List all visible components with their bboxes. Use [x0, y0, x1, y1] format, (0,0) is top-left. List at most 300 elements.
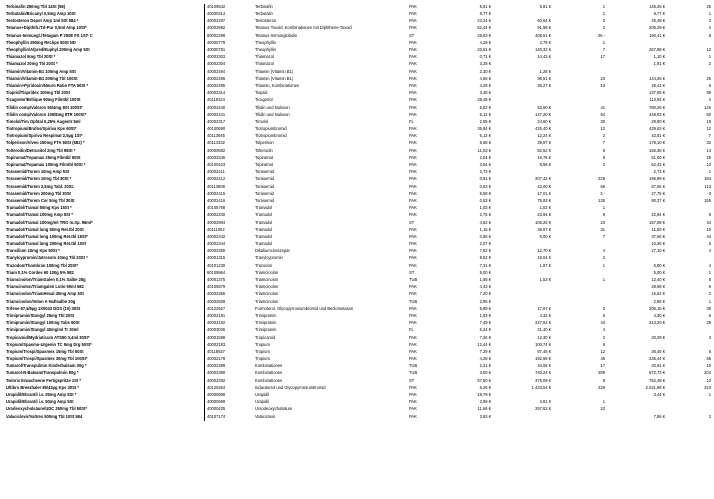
cell-quantity: 12	[600, 348, 605, 354]
table-row	[4, 169, 713, 176]
cell-pzn: 40000781	[207, 47, 226, 53]
cell-ingredient: Triamcinolon	[255, 284, 279, 290]
cell-price-2: 1,28 €	[539, 68, 551, 74]
cell-product-name: Thiamin+Pyridoxin/Neuro Ratio FTA 50St *	[4, 83, 205, 90]
cell-price-3: 37,66 €	[651, 233, 665, 239]
cell-pzn: 40002495	[207, 75, 226, 81]
cell-pzn: 40002178	[207, 356, 226, 362]
cell-price-1: 2,95 €	[479, 298, 491, 304]
cell-price-3: 2.021,98 €	[645, 384, 665, 390]
cell-price-2: 425,40 €	[535, 126, 551, 132]
cell-price-1: 0,53 €	[479, 197, 491, 203]
table-row	[4, 313, 713, 320]
cell-form: PAK	[409, 348, 417, 354]
cell-price-3	[607, 399, 667, 406]
cell-product-name: Tumarol/Transpulmin Kinderbalsam 30g *	[4, 363, 205, 370]
cell-quantity: 3	[602, 305, 605, 311]
cell-ingredient: Kombinationen	[255, 377, 283, 383]
cell-price-3: 190,41 €	[649, 32, 665, 38]
cell-product-name: Tetanus-Immungl./Tetagam P 250E FS 1St* C	[4, 33, 205, 40]
cell-price-1: 5,81 €	[479, 3, 491, 9]
cell-pzn: 40118927	[207, 348, 225, 354]
cell-form: PAK	[409, 241, 417, 247]
table-row	[4, 292, 713, 299]
cell-price-2: 14,43 €	[537, 54, 551, 60]
cell-form: FL	[409, 327, 414, 333]
cell-form: PAK	[409, 190, 417, 196]
drug-price-table	[4, 4, 714, 421]
cell-ingredient: Thiamin, Kombinationen	[255, 82, 300, 88]
cell-pzn: 40002183	[207, 341, 226, 347]
cell-form: TUB	[409, 370, 418, 376]
cell-price-2: 5,81 €	[539, 3, 551, 9]
cell-form: PAK	[409, 169, 417, 175]
table-row	[4, 112, 713, 119]
cell-price-1: 7,29 €	[479, 348, 491, 354]
cell-ingredient: Timolol	[255, 118, 269, 124]
table-row	[4, 69, 713, 76]
table-row	[4, 105, 713, 112]
cell-product-name: Tumarol-N-Balsam/Transpulmin 50g *	[4, 371, 205, 378]
cell-count: 19	[706, 118, 711, 124]
cell-price-1: 2,04 €	[479, 154, 491, 160]
cell-quantity: 1	[602, 11, 605, 17]
cell-price-3: 67,56 €	[651, 183, 665, 189]
cell-price-1: 5,00 €	[479, 269, 491, 275]
cell-price-3: 235,44 €	[649, 356, 665, 362]
cell-price-2: 12,24 €	[537, 133, 551, 139]
cell-pzn: 40002191	[207, 312, 226, 318]
cell-count: 323	[704, 384, 711, 390]
table-row	[4, 363, 713, 370]
cell-price-1: 52,44 €	[477, 25, 491, 31]
cell-pzn: 40000582	[207, 147, 226, 153]
cell-quantity	[553, 292, 607, 299]
table-row	[4, 320, 713, 327]
table-row	[4, 162, 713, 169]
cell-product-name: Triamcinolon/TriamGalen 0,1% Salbe 25g	[4, 277, 205, 284]
cell-ingredient: Theophyllin	[255, 39, 276, 45]
cell-count: 59	[706, 90, 711, 96]
cell-form: PAK	[409, 413, 417, 419]
cell-form: PAK	[409, 133, 417, 139]
cell-ingredient: Torasemid	[255, 183, 274, 189]
cell-form: PAK	[409, 97, 417, 103]
cell-pzn: 40002304	[207, 61, 226, 67]
cell-form: PAK	[409, 399, 417, 405]
cell-form: PAK	[409, 18, 417, 24]
cell-quantity: 10	[600, 82, 605, 88]
cell-count: 25	[706, 154, 711, 160]
cell-product-name: Terbutalin/Bricanyl 0,5mg Amp 10St	[4, 11, 205, 18]
cell-form: PAK	[409, 3, 417, 9]
table-row	[4, 11, 713, 18]
cell-pzn: 40002441	[207, 111, 226, 117]
cell-form: TUB	[409, 363, 418, 369]
table-row	[4, 385, 713, 392]
cell-quantity	[553, 90, 607, 97]
cell-ingredient: Urapidil	[255, 399, 269, 405]
cell-price-3: 20,29 €	[651, 334, 665, 340]
cell-count: 2	[708, 61, 711, 67]
cell-ingredient: Torasemid	[255, 176, 274, 182]
cell-price-1: 6,26 €	[479, 384, 491, 390]
cell-pzn: 40000314	[207, 11, 226, 17]
table-row	[4, 335, 713, 342]
cell-ingredient: Tramadol	[255, 205, 273, 211]
cell-product-name: Theophyllin/Afpred/Euphyl.200mg Amp 5St	[4, 47, 205, 54]
cell-price-3: 16,52 €	[651, 291, 665, 297]
cell-count: 1	[708, 169, 711, 175]
cell-price-2: 147,20 €	[535, 111, 551, 117]
cell-form: PAK	[409, 248, 417, 254]
cell-pzn: 40001315	[207, 255, 226, 261]
cell-price-3: 179,10 €	[649, 140, 665, 146]
cell-quantity: 2	[602, 334, 605, 340]
cell-price-1: 5,68 €	[479, 140, 491, 146]
cell-product-name: Thiamazol 5mg Tbl 20St *	[4, 54, 205, 61]
cell-count: 14	[706, 147, 711, 153]
cell-quantity: 12	[600, 126, 605, 132]
cell-pzn: 40002344	[207, 241, 226, 247]
cell-quantity	[553, 62, 607, 69]
cell-price-2: 740,24 €	[535, 370, 551, 376]
cell-pzn: 40105768	[207, 205, 226, 211]
table-row	[4, 342, 713, 349]
cell-ingredient: Tilidin und Naloxon	[255, 104, 290, 110]
cell-pzn: 40002303	[207, 54, 226, 60]
cell-price-3: 22,94 €	[651, 212, 665, 218]
cell-product-name: Tramadol/Tramal 100mg Amp 5St *	[4, 212, 205, 219]
cell-form: PAK	[409, 25, 417, 31]
cell-product-name: Trifene 87,5/5µg 1X0043 DOS (10) 30St	[4, 306, 205, 313]
cell-product-name: Tramadol/Tramal long 100mg Ret.tbl 15St*	[4, 234, 205, 241]
cell-count: 1	[708, 54, 711, 60]
cell-ingredient: Thiamin (Vitamin B1)	[255, 68, 294, 74]
cell-pzn: 40002366	[207, 291, 226, 297]
cell-ingredient: Terbinafin	[255, 3, 273, 9]
cell-count: 26	[706, 75, 711, 81]
cell-product-name: Tramadol/Tramal long 200mg Ret.tbl 10St	[4, 241, 205, 248]
cell-form: PAK	[409, 197, 417, 203]
cell-count: 4	[708, 97, 711, 103]
cell-ingredient: Tropicamid	[255, 334, 276, 340]
cell-price-2	[493, 62, 553, 69]
cell-price-1: 23,61 €	[477, 47, 491, 53]
table-row	[4, 126, 713, 133]
cell-form: ST	[409, 32, 415, 38]
cell-quantity: 17	[600, 363, 605, 369]
cell-price-3: 429,63 €	[649, 126, 665, 132]
cell-price-3: 157,08 €	[649, 219, 665, 225]
cell-quantity: 2	[602, 133, 605, 139]
cell-price-1: 2,05 €	[479, 118, 491, 124]
cell-ingredient: Tiaprid	[255, 90, 268, 96]
cell-form: TUB	[409, 277, 418, 283]
cell-form: PAK	[409, 226, 417, 232]
cell-price-1: 7,49 €	[479, 320, 491, 326]
cell-ingredient: Torasemid	[255, 190, 274, 196]
cell-price-1: 5,89 €	[479, 305, 491, 311]
cell-count: 4	[708, 25, 711, 31]
cell-count: 10	[706, 363, 711, 369]
cell-ingredient: Tilidin und Naloxon	[255, 111, 290, 117]
cell-price-3: 4,30 €	[653, 312, 665, 318]
cell-price-3: 6,80 €	[653, 262, 665, 268]
table-row	[4, 90, 713, 97]
table-row	[4, 26, 713, 33]
cell-price-3: 20,91 €	[651, 363, 665, 369]
cell-count: 25	[706, 3, 711, 9]
table-row	[4, 327, 713, 334]
cell-quantity: 1	[602, 205, 605, 211]
cell-price-3: 8,77 €	[653, 11, 665, 17]
cell-product-name: Tiaprid/Tiapridex 100mg Tbl 20St	[4, 90, 205, 97]
cell-price-1: 12,44 €	[477, 341, 491, 347]
cell-price-2: 17,67 €	[537, 305, 551, 311]
cell-price-2: 75,93 €	[537, 197, 551, 203]
cell-form: PAK	[409, 82, 417, 88]
cell-count: 8	[708, 32, 711, 38]
cell-ingredient: Tramadol	[255, 241, 273, 247]
cell-price-1: 8,68 €	[479, 190, 491, 196]
cell-quantity: 1	[602, 277, 605, 283]
cell-price-3: 448,93 €	[649, 111, 665, 117]
cell-count: 12	[706, 126, 711, 132]
cell-price-1: 1,03 €	[479, 205, 491, 211]
cell-quantity: 1	[602, 262, 605, 268]
cell-price-1: 6,12 €	[479, 111, 491, 117]
cell-quantity: 229	[598, 176, 605, 182]
cell-ingredient: Tramadol	[255, 226, 273, 232]
cell-ingredient: Trimipramin	[255, 320, 277, 326]
cell-ingredient: Triamcinolon	[255, 269, 279, 275]
table-row	[4, 306, 713, 313]
cell-count	[667, 256, 713, 263]
cell-price-3	[607, 407, 667, 414]
table-row	[4, 256, 713, 263]
cell-price-3: 42,81 €	[651, 133, 665, 139]
cell-product-name: Tramadol/Tramal long 50mg Ret.tbl 20St	[4, 227, 205, 234]
cell-price-3: 267,88 €	[649, 47, 665, 53]
table-row	[4, 62, 713, 69]
cell-product-name: Thiamin/Vitamin-B1 100mg Amp 5St	[4, 69, 205, 76]
cell-ingredient: Kombinationen	[255, 363, 283, 369]
cell-price-1: 7,26 €	[479, 334, 491, 340]
table-row	[4, 198, 713, 205]
table-row	[4, 40, 713, 47]
cell-form: PAK	[409, 47, 417, 53]
cell-product-name: Tranxilium 10mg Kps 50St *	[4, 248, 205, 255]
cell-ingredient: Tranylcypromin	[255, 255, 283, 261]
cell-product-name: Torasemid/Torem 10mg Tbl 30St *	[4, 177, 205, 184]
cell-ingredient: Tiotropiumbromid	[255, 126, 287, 132]
table-row	[4, 47, 713, 54]
cell-ingredient: Tolterodin	[255, 147, 273, 153]
cell-count: 1	[708, 11, 711, 17]
cell-price-1: 9,52 €	[479, 255, 491, 261]
cell-price-3: 5,00 €	[653, 269, 665, 275]
table-row	[4, 83, 713, 90]
cell-pzn: 40000698	[207, 392, 226, 398]
cell-price-1: 2,30 €	[479, 68, 491, 74]
cell-quantity	[553, 299, 607, 306]
cell-ingredient: Formoterol, Glycopyrroniumbromid und Beclometason	[255, 305, 354, 311]
cell-quantity: 3	[602, 18, 605, 24]
cell-price-2	[493, 414, 553, 421]
cell-product-name: Tramadol/Tramal 50mg Kps 15St *	[4, 205, 205, 212]
cell-price-3: 11,50 €	[651, 226, 665, 232]
cell-price-2: 1.433,54 €	[531, 384, 551, 390]
cell-price-1: 0,53 €	[479, 183, 491, 189]
cell-count: 29	[706, 320, 711, 326]
cell-quantity: 229	[598, 384, 605, 390]
cell-ingredient: Kombinationen	[255, 370, 283, 376]
cell-quantity: 23	[600, 75, 605, 81]
table-row	[4, 241, 713, 248]
cell-pzn: 40106879	[207, 284, 226, 290]
cell-price-2: 192,68 €	[535, 356, 551, 362]
cell-pzn: 40100690	[207, 126, 226, 132]
cell-form: PAK	[409, 54, 417, 60]
table-row	[4, 234, 713, 241]
cell-price-3: 10,35 €	[651, 241, 665, 247]
table-row	[4, 33, 713, 40]
cell-ingredient: Tropium	[255, 356, 270, 362]
cell-price-3: 213,20 €	[649, 320, 665, 326]
cell-count: 113	[704, 183, 711, 189]
cell-product-name: Thiamin/Vitamin-B1 200mg Tbl 100St	[4, 76, 205, 83]
cell-product-name: Terbinafin 250mg Tbl 14St (58)	[4, 4, 205, 11]
cell-count	[667, 69, 713, 76]
cell-count: 6	[708, 284, 711, 290]
cell-price-1: 11,03 €	[477, 147, 491, 153]
cell-price-3: 27,10 €	[651, 248, 665, 254]
cell-price-2: 4,32 €	[539, 312, 551, 318]
cell-quantity: 6	[602, 147, 605, 153]
cell-quantity: 17	[600, 54, 605, 60]
table-row	[4, 356, 713, 363]
cell-ingredient: Tramadol	[255, 212, 273, 218]
cell-count: 6	[708, 312, 711, 318]
cell-form: PAK	[409, 406, 417, 412]
cell-pzn: 40111002	[207, 226, 225, 232]
cell-form: FL	[409, 118, 414, 124]
cell-pzn: 40002297	[207, 18, 226, 24]
cell-quantity: 66	[600, 183, 605, 189]
table-row	[4, 407, 713, 414]
cell-form: PAK	[409, 39, 417, 45]
cell-count: 10	[706, 226, 711, 232]
price-list-sheet	[0, 3, 711, 499]
cell-price-1: 0,86 €	[479, 233, 491, 239]
cell-price-3: 780,28 €	[649, 104, 665, 110]
cell-price-3: 144,26 €	[649, 75, 665, 81]
cell-price-1: 6,24 €	[479, 327, 491, 333]
cell-ingredient: Trimipramin	[255, 312, 277, 318]
cell-price-2: 34,06 €	[537, 363, 551, 369]
cell-form: PAK	[409, 233, 417, 239]
cell-pzn: 40100423	[207, 162, 226, 168]
cell-form: PAK	[409, 384, 417, 390]
cell-price-2	[493, 299, 553, 306]
cell-count	[667, 327, 713, 334]
cell-price-3	[607, 342, 667, 349]
cell-product-name: Triamcinolon/Volon A Haftsalbe 20g	[4, 299, 205, 306]
table-body	[4, 4, 713, 421]
cell-quantity: 6	[602, 312, 605, 318]
cell-product-name: Triamcinolon/Triamgalen Lotio 50ml 582	[4, 284, 205, 291]
cell-quantity	[553, 284, 607, 291]
cell-price-1: 7,20 €	[479, 291, 491, 297]
table-row	[4, 155, 713, 162]
cell-form: PAK	[409, 341, 417, 347]
cell-product-name: Urapidil/Ebrantil i.v. 50mg Amp 5St	[4, 399, 205, 406]
cell-pzn: 40000425	[207, 406, 226, 412]
cell-count: 184	[704, 176, 711, 182]
cell-ingredient: Topiramat	[255, 154, 273, 160]
cell-pzn: 40002342	[207, 233, 226, 239]
cell-price-1: 0,91 €	[479, 176, 491, 182]
cell-pzn: 40001375	[207, 277, 226, 283]
cell-price-2: 1,53 €	[539, 277, 551, 283]
cell-pzn: 40113945	[207, 133, 225, 139]
cell-product-name: Trimipramin/Stangyl 40mg/ml Tr 30ml	[4, 327, 205, 334]
cell-price-1: 6,12 €	[479, 133, 491, 139]
cell-price-1: 11,66 €	[477, 406, 491, 412]
cell-count: 155	[704, 197, 711, 203]
cell-form: ST	[409, 377, 415, 383]
cell-price-3: 28,41 €	[651, 82, 665, 88]
cell-price-3: 3,44 €	[653, 392, 665, 398]
cell-product-name: Tiotropium/Brafos/Spiriva Kps 60St*	[4, 126, 205, 133]
cell-price-2: 42,00 €	[537, 183, 551, 189]
cell-quantity: 4	[602, 248, 605, 254]
cell-product-name: Tranylcypromin/Jatrosom 10mg Tbl 20St *	[4, 256, 205, 263]
cell-product-name: Thiamazol 20mg Tbl 20St *	[4, 62, 205, 69]
cell-price-3	[607, 256, 667, 263]
cell-count	[667, 399, 713, 406]
cell-quantity: 64	[600, 111, 605, 117]
cell-price-2: 91,98 €	[537, 25, 551, 31]
cell-price-3: 572,73 €	[649, 370, 665, 376]
table-row	[4, 148, 713, 155]
cell-price-1: 0,71 €	[479, 54, 491, 60]
cell-price-3: 46,48 €	[651, 18, 665, 24]
cell-count: 1	[708, 269, 711, 275]
cell-product-name: Trimipramin/Stangyl 25mg Tbl 20St	[4, 313, 205, 320]
cell-price-1: 7,31 €	[479, 262, 491, 268]
cell-price-2: 36,27 €	[537, 82, 551, 88]
cell-count: 1	[708, 392, 711, 398]
cell-form: PAK	[409, 291, 417, 297]
cell-ingredient: Tiotropiumbromid	[255, 133, 287, 139]
cell-price-2: 2,81 €	[539, 399, 551, 405]
cell-product-name: Torasemid/Torem 2,5mg Tabl. 20St.	[4, 184, 205, 191]
cell-price-1: 28,48 €	[477, 97, 491, 103]
cell-count: 50	[706, 111, 711, 117]
cell-form: PAK	[409, 104, 417, 110]
cell-price-1: 4,28 €	[479, 82, 491, 88]
cell-pzn: 40002494	[207, 68, 226, 74]
cell-price-1: 3,93 €	[479, 413, 491, 419]
cell-price-2: 375,09 €	[535, 377, 551, 383]
cell-product-name: Topiramat/Topamax 100mg Filmtbl 50St *	[4, 162, 205, 169]
cell-form: PAK	[409, 205, 417, 211]
cell-price-1: 4,66 €	[479, 75, 491, 81]
cell-price-2: 24,60 €	[537, 118, 551, 124]
cell-quantity: 7	[602, 140, 605, 146]
